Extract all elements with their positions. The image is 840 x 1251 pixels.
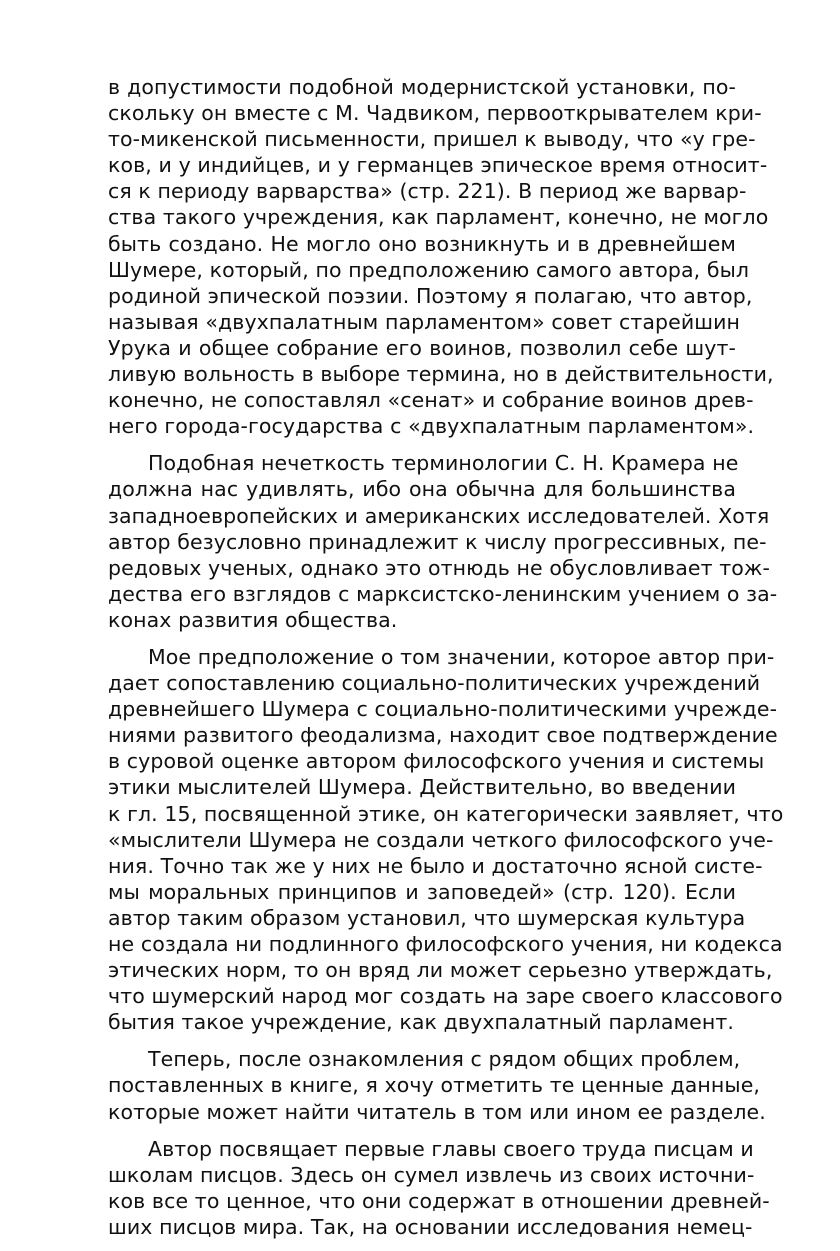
text-line: Шумере, который, по предположению самого автора, был: [108, 257, 750, 282]
text-line: древнейшего Шумера с социально-политическими учрежде-: [108, 697, 778, 722]
text-line: редовых ученых, однако это отнюдь не обусловливает тож-: [108, 555, 770, 580]
text-line: что шумерский народ мог создать на заре своего классового: [108, 984, 783, 1009]
text-line: в суровой оценке автором философского учения и системы: [108, 749, 765, 774]
text-line: ливую вольность в выборе термина, но в действительности,: [108, 362, 774, 387]
paragraph-5: [108, 1136, 770, 1240]
text-line: скольку он вместе с М. Чадвиком, первооткрывателем кри-: [108, 101, 762, 126]
text-line: ся к периоду варварства» (стр. 221). В период же варвар-: [108, 179, 747, 204]
text-line: ших писцов мира. Так, на основании исследования немец-: [108, 1214, 753, 1239]
text-line: называя «двухпалатным парламентом» совет старейшин: [108, 309, 741, 334]
text-line: к гл. 15, посвященной этике, он категорически заявляет, что: [108, 801, 784, 826]
text-line: мы моральных принципов и заповедей» (стр. 120). Если: [108, 879, 736, 904]
text-line: родиной эпической поэзии. Поэтому я полагаю, что автор,: [108, 283, 753, 308]
text-line: Теперь, после ознакомления с рядом общих проблем,: [148, 1047, 741, 1072]
paragraph-2: [108, 450, 778, 633]
text-line: должна нас удивлять, ибо она обычна для большинства: [108, 477, 736, 502]
text-line: поставленных в книге, я хочу отметить те ценные данные,: [108, 1073, 761, 1098]
text-line: этических норм, то он вряд ли может серьезно утверждать,: [108, 958, 773, 983]
text-line: которые может найти читатель в том или ином ее разделе.: [108, 1099, 766, 1124]
text-line: конах развития общества.: [108, 607, 398, 632]
text-line: Урука и общее собрание его воинов, позволил себе шут-: [108, 335, 736, 360]
text-line: то-микенской письменности, пришел к выводу, что «у гре-: [108, 127, 756, 152]
paragraph-4: [108, 1046, 766, 1124]
text-line: ниями развитого феодализма, находит свое подтверждение: [108, 723, 778, 748]
text-line: ков все то ценное, что они содержат в отношении древней-: [108, 1188, 770, 1213]
text-line: западноевропейских и американских исследователей. Хотя: [108, 503, 770, 528]
text-line: ния. Точно так же у них не было и достаточно ясной систе-: [108, 853, 763, 878]
text-line: «мыслители Шумера не создали четкого философского уче-: [108, 827, 774, 852]
page-text: [108, 74, 784, 1251]
text-line: быть создано. Не могло оно возникнуть и в древнейшем: [108, 231, 736, 256]
text-line: дества его взглядов с марксистско-ленинским учением о за-: [108, 581, 778, 606]
text-line: бытия такое учреждение, как двухпалатный парламент.: [108, 1010, 735, 1035]
text-line: Мое предположение о том значении, которое автор при-: [148, 644, 775, 669]
text-line: автор таким образом установил, что шумерская культура: [108, 905, 746, 930]
text-line: Подобная нечеткость терминологии С. Н. Крамера не: [148, 451, 739, 476]
text-line: него города-государства с «двухпалатным парламентом».: [108, 414, 755, 439]
text-line: ков, и у индийцев, и у германцев эпическое время относит-: [108, 153, 768, 178]
text-line: школам писцов. Здесь он сумел извлечь из своих источни-: [108, 1162, 755, 1187]
text-line: дает сопоставлению социально-политических учреждений: [108, 671, 761, 696]
text-line: в допустимости подобной модернистской установки, по-: [108, 75, 736, 99]
text-line: конечно, не сопоставлял «сенат» и собрание воинов древ-: [108, 388, 754, 413]
text-line: автор безусловно принадлежит к числу прогрессивных, пе-: [108, 529, 767, 554]
text-line: этики мыслителей Шумера. Действительно, во введении: [108, 775, 737, 800]
text-line: не создала ни подлинного философского учения, ни кодекса: [108, 932, 783, 956]
text-line: Автор посвящает первые главы своего труда писцам и: [148, 1136, 754, 1161]
paragraph-3: [108, 644, 784, 1035]
paragraph-1: [108, 74, 774, 439]
text-line: ства такого учреждения, как парламент, конечно, не могло: [108, 205, 769, 230]
